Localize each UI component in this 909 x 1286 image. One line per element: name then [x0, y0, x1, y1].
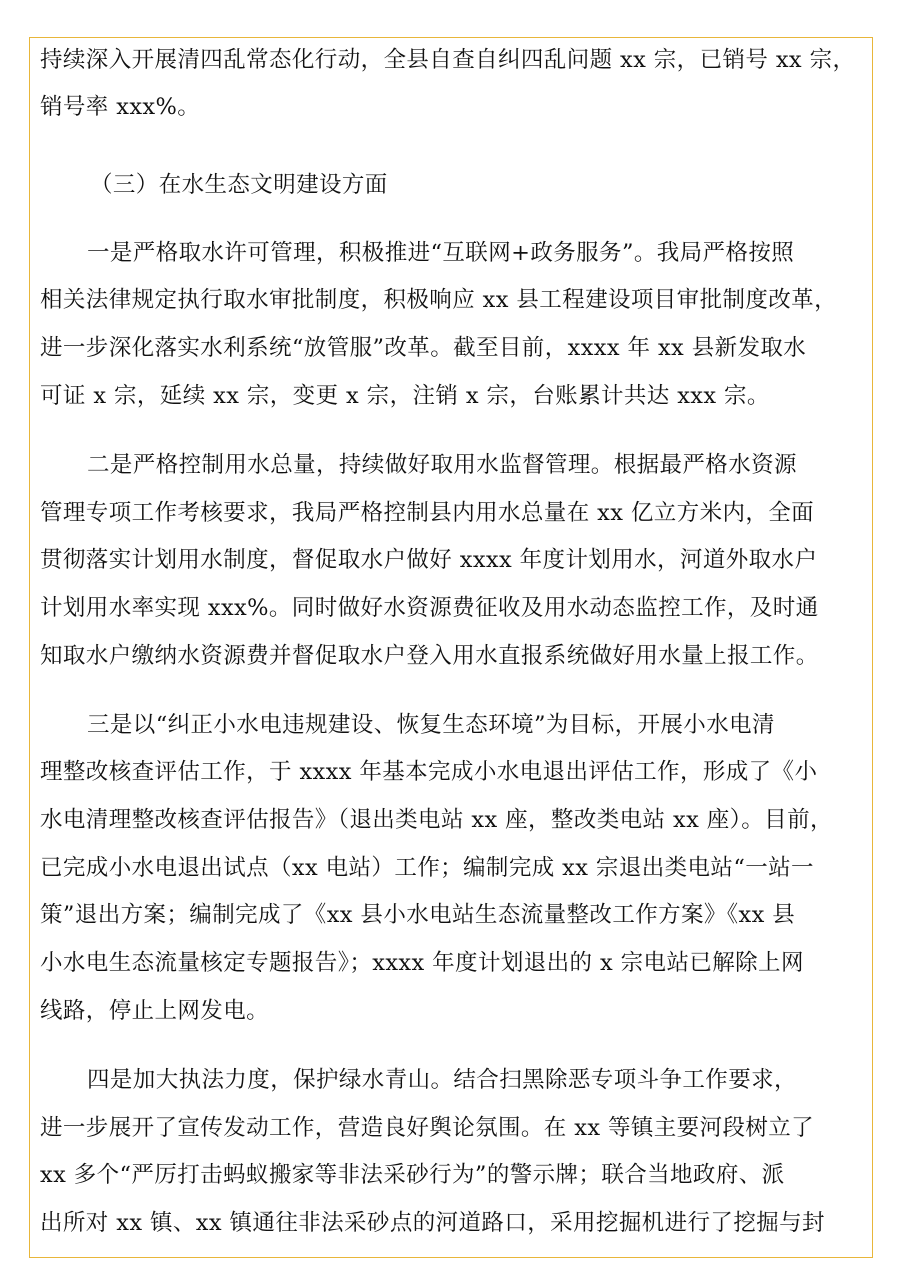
- paragraph-first-line: 一是严格取水许可管理，积极推进“互联网+政务服务”。我局严格按照: [87, 240, 795, 266]
- text-line: 已完成小水电退出试点（xx 电站）工作；编制完成 xx 宗退出类电站“一站一: [40, 855, 814, 881]
- paragraph-first-line: 三是以“纠正小水电违规建设、恢复生态环境”为目标，开展小水电清: [87, 712, 775, 738]
- text-line: 进一步深化落实水利系统“放管服”改革。截至目前，xxxx 年 xx 县新发取水: [40, 335, 807, 361]
- paragraph-first-line: 二是严格控制用水总量，持续做好取用水监督管理。根据最严格水资源: [87, 452, 797, 478]
- text-line: 线路，停止上网发电。: [40, 998, 270, 1024]
- paragraph-first-line: 四是加大执法力度，保护绿水青山。结合扫黑除恶专项斗争工作要求，: [87, 1067, 797, 1093]
- section-heading: （三）在水生态文明建设方面: [90, 172, 388, 198]
- text-line: 销号率 xxx%。: [40, 94, 201, 120]
- text-line: 计划用水率实现 xxx%。同时做好水资源费征收及用水动态监控工作，及时通: [40, 595, 819, 621]
- text-line: 贯彻落实计划用水制度，督促取水户做好 xxxx 年度计划用水，河道外取水户: [40, 547, 818, 573]
- text-line: 知取水户缴纳水资源费并督促取水户登入用水直报系统做好用水量上报工作。: [40, 643, 819, 669]
- text-line: 相关法律规定执行取水审批制度，积极响应 xx 县工程建设项目审批制度改革，: [40, 287, 837, 313]
- text-line: 出所对 xx 镇、xx 镇通往非法采砂点的河道路口，采用挖掘机进行了挖掘与封: [40, 1210, 825, 1236]
- text-line: 持续深入开展清四乱常态化行动，全县自查自纠四乱问题 xx 宗，已销号 xx 宗，: [40, 47, 856, 73]
- text-line: 理整改核查评估工作，于 xxxx 年基本完成小水电退出评估工作，形成了《小: [40, 759, 818, 785]
- text-line: 管理专项工作考核要求，我局严格控制县内用水总量在 xx 亿立方米内，全面: [40, 500, 815, 526]
- text-line: 水电清理整改核查评估报告》（退出类电站 xx 座，整改类电站 xx 座）。目前，: [40, 807, 833, 833]
- text-line: 可证 x 宗，延续 xx 宗，变更 x 宗，注销 x 宗，台账累计共达 xxx 宗。: [40, 383, 770, 409]
- text-line: 小水电生态流量核定专题报告》；xxxx 年度计划退出的 x 宗电站已解除上网: [40, 950, 804, 976]
- text-line: 策”退出方案；编制完成了《xx 县小水电站生态流量整改工作方案》《xx 县: [40, 902, 796, 928]
- text-line: xx 多个“严厉打击蚂蚁搬家等非法采砂行为”的警示牌；联合当地政府、派: [40, 1162, 785, 1188]
- text-line: 进一步展开了宣传发动工作，营造良好舆论氛围。在 xx 等镇主要河段树立了: [40, 1115, 815, 1141]
